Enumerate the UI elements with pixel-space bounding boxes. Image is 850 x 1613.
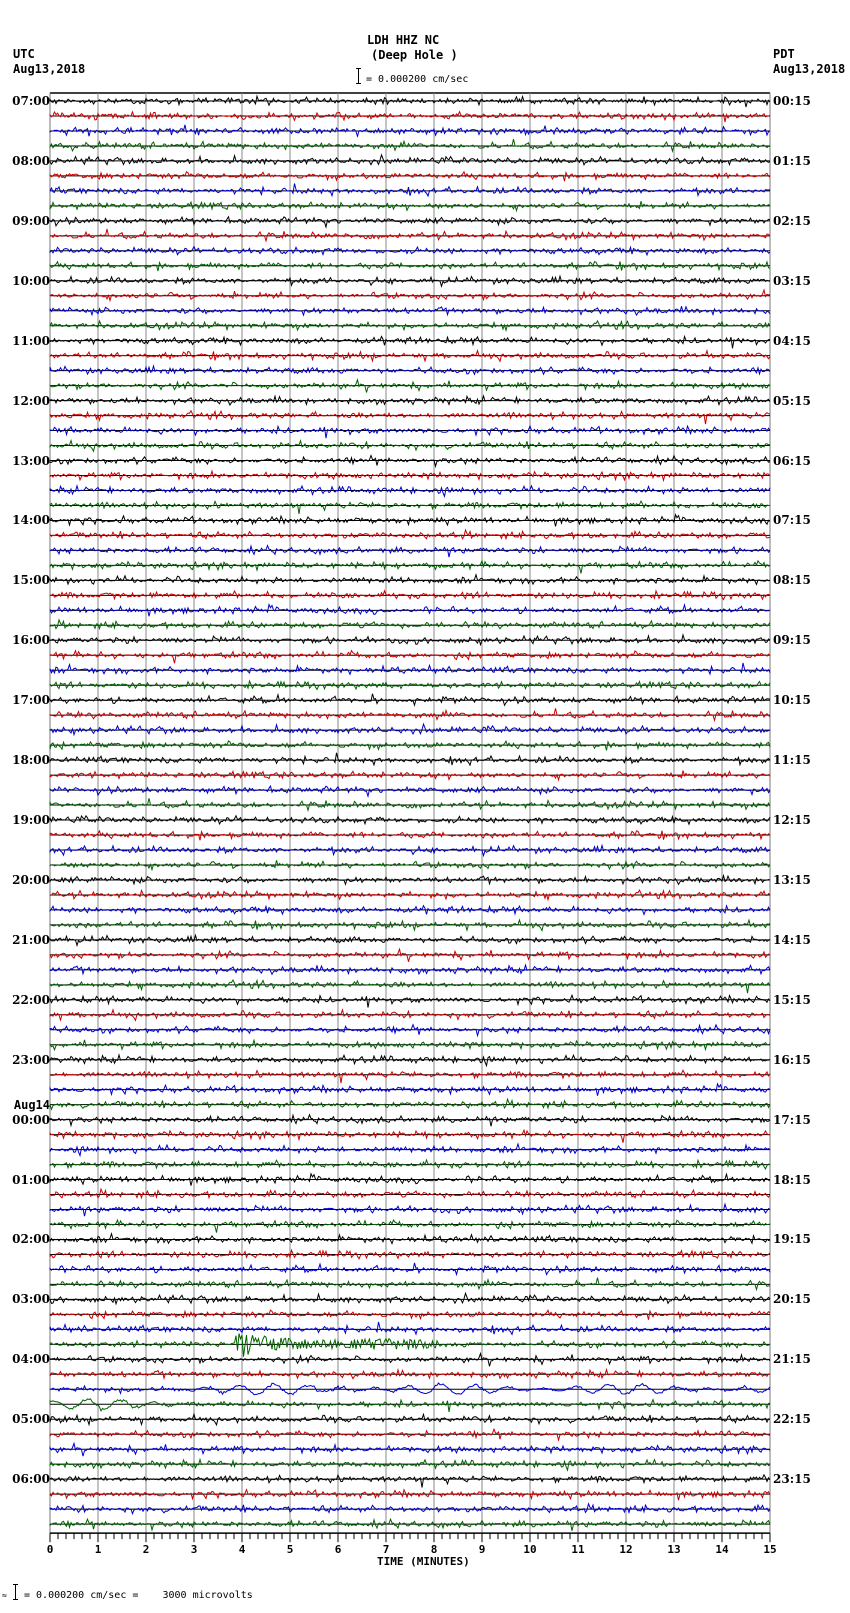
pdt-hour-label: 20:15 (773, 1292, 811, 1307)
utc-hour-label: 04:00 (12, 1352, 50, 1367)
utc-hour-label: 07:00 (12, 94, 50, 108)
pdt-hour-label: 03:15 (773, 273, 811, 288)
x-tick-label: 2 (142, 1543, 150, 1557)
station-title: LDH HHZ NC (367, 33, 440, 47)
utc-hour-label: 18:00 (12, 753, 50, 768)
x-axis-label: TIME (MINUTES) (377, 1555, 470, 1568)
utc-hour-label: 03:00 (12, 1292, 50, 1307)
utc-hour-label: Aug14 (13, 1097, 50, 1112)
utc-hour-label: 20:00 (12, 872, 50, 887)
utc-hour-label: 21:00 (12, 932, 50, 947)
right-timezone: PDT (773, 47, 795, 61)
x-tick-label: 14 (715, 1543, 729, 1557)
pdt-hour-label: 18:15 (773, 1172, 811, 1187)
x-tick-label: 6 (334, 1543, 342, 1557)
x-tick-label: 9 (478, 1543, 486, 1557)
scale-text: = 0.000200 cm/sec (366, 74, 469, 85)
footer-mark: ≈ (2, 1591, 7, 1600)
x-tick-label: 1 (94, 1543, 102, 1557)
utc-hour-label: 23:00 (12, 1052, 50, 1067)
left-date: Aug13,2018 (13, 62, 86, 76)
utc-hour-label: 19:00 (12, 813, 50, 828)
pdt-hour-label: 10:15 (773, 693, 811, 708)
footer-scale-bar-icon (12, 1584, 19, 1600)
pdt-hour-label: 01:15 (773, 153, 811, 168)
pdt-hour-label: 07:15 (773, 513, 811, 528)
x-tick-label: 12 (619, 1543, 633, 1557)
right-date: Aug13,2018 (773, 62, 846, 76)
x-tick-label: 8 (430, 1543, 438, 1557)
pdt-hour-label: 16:15 (773, 1052, 811, 1067)
x-tick-label: 13 (667, 1543, 681, 1557)
x-tick-label: 4 (238, 1543, 246, 1557)
station-location: (Deep Hole ) (371, 48, 458, 62)
utc-hour-label: 22:00 (12, 992, 50, 1007)
pdt-hour-label: 15:15 (773, 992, 811, 1007)
pdt-hour-label: 23:15 (773, 1472, 811, 1487)
pdt-hour-label: 08:15 (773, 573, 811, 588)
pdt-hour-label: 22:15 (773, 1412, 811, 1427)
utc-hour-label: 08:00 (12, 153, 50, 168)
pdt-hour-label: 12:15 (773, 813, 811, 828)
pdt-hour-label: 19:15 (773, 1232, 811, 1247)
utc-hour-label: 14:00 (12, 513, 50, 528)
x-tick-label: 3 (190, 1543, 198, 1557)
footer-scale-text: = 0.000200 cm/sec = 3000 microvolts (24, 1590, 253, 1601)
utc-hour-label: 12:00 (12, 393, 50, 408)
pdt-hour-label: 06:15 (773, 453, 811, 468)
utc-hour-label: 11:00 (12, 333, 50, 348)
pdt-hour-label: 09:15 (773, 633, 811, 648)
utc-hour-label: 16:00 (12, 633, 50, 648)
pdt-hour-label: 17:15 (773, 1112, 811, 1127)
utc-hour-label: 10:00 (12, 273, 50, 288)
utc-hour-label: 09:00 (12, 213, 50, 228)
x-tick-label: 0 (46, 1543, 54, 1557)
x-tick-label: 5 (286, 1543, 294, 1557)
x-tick-label: 10 (523, 1543, 537, 1557)
utc-hour-label: 06:00 (12, 1472, 50, 1487)
utc-hour-label: 02:00 (12, 1232, 50, 1247)
utc-hour-label: 13:00 (12, 453, 50, 468)
utc-hour-label: 15:00 (12, 573, 50, 588)
utc-hour-label: 05:00 (12, 1412, 50, 1427)
utc-hour-label: 00:00 (12, 1112, 50, 1127)
utc-hour-label: 01:00 (12, 1172, 50, 1187)
pdt-hour-label: 04:15 (773, 333, 811, 348)
pdt-hour-label: 13:15 (773, 872, 811, 887)
x-tick-label: 11 (571, 1543, 585, 1557)
pdt-hour-label: 11:15 (773, 753, 811, 768)
pdt-hour-label: 05:15 (773, 393, 811, 408)
pdt-hour-label: 02:15 (773, 213, 811, 228)
utc-hour-label: 17:00 (12, 693, 50, 708)
pdt-hour-label: 00:15 (773, 94, 811, 108)
pdt-hour-label: 21:15 (773, 1352, 811, 1367)
left-timezone: UTC (13, 47, 35, 61)
x-tick-label: 7 (382, 1543, 390, 1557)
x-tick-label: 15 (763, 1543, 777, 1557)
pdt-hour-label: 14:15 (773, 932, 811, 947)
